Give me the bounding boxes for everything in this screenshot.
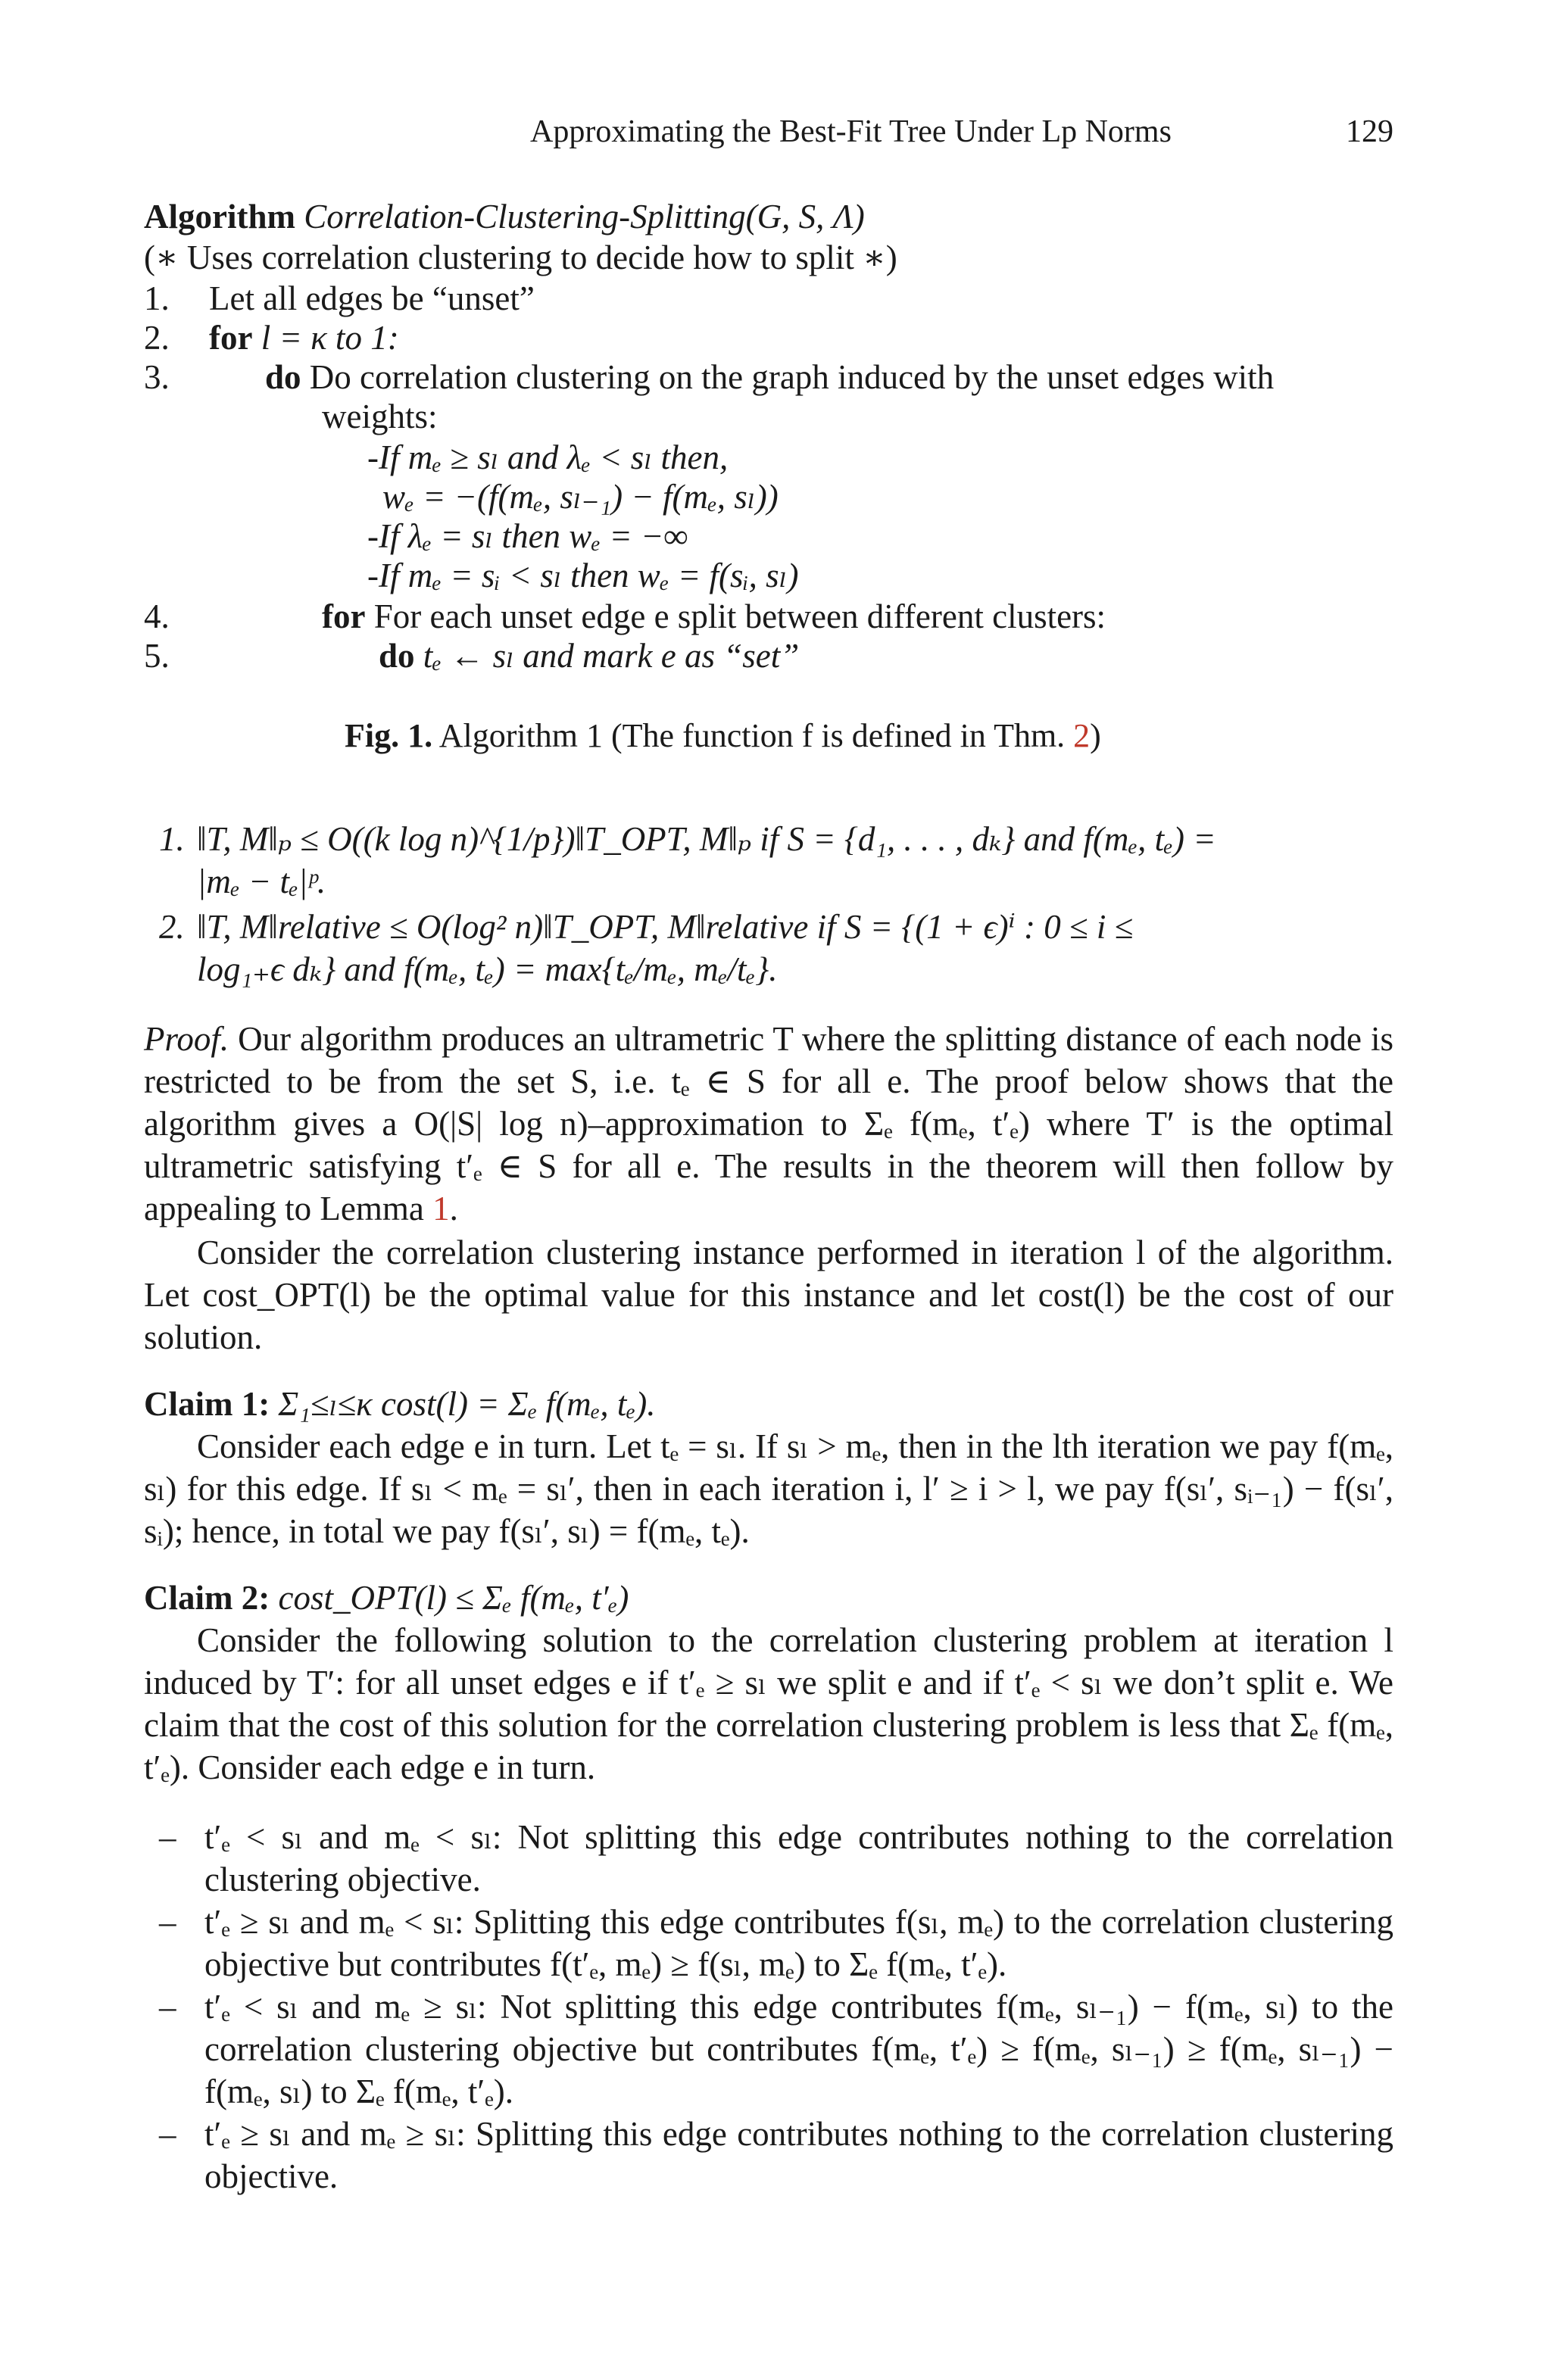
running-header [530,114,1393,150]
proof-p1-end: . [449,1190,458,1227]
algorithm-name: Correlation-Clustering-Splitting(G, S, Λ) [304,198,865,236]
algo-step-5-text: tₑ ← sₗ and mark e as “set” [423,637,800,675]
claim-2-statement: cost_OPT(l) ≤ Σₑ f(mₑ, t′ₑ) [278,1579,629,1617]
algo-weight-rule-1: -If mₑ ≥ sₗ and λₑ < sₗ then, [367,438,729,476]
algo-step-3-text: Do correlation clustering on the graph induced by the unset edges with [309,358,1275,396]
algo-step-1-text: Let all edges be “unset” [209,279,535,317]
algo-step-2-text: l = κ to 1: [261,319,399,357]
claim-1-label: Claim 1: [144,1385,270,1423]
algo-step-5-number: 5. [144,637,170,675]
algo-step-1 [144,277,170,320]
do-keyword: do [265,358,301,396]
proof-label: Proof. [144,1020,229,1058]
algo-step-4-text: For each unset edge e split between different clusters: [373,597,1106,635]
case-item [144,1901,1393,1985]
case-item [144,1985,1393,2113]
theorem-item-number: 1. [159,820,185,858]
algo-step-2 [209,317,399,359]
case-list [144,1816,1393,2198]
case-item-text: t′ₑ < sₗ and mₑ < sₗ: Not splitting this edge contributes nothing to the correlation clustering objective. [204,1818,1393,1898]
claim-1-body: Consider each edge e in turn. Let tₑ = sₗ. If sₗ > mₑ, then in the lth iteration we pay f(mₑ, sₗ) for this edge. If sₗ < mₑ = sₗ′, then in each iteration i, l′ ≥ i > l, we pay f(sₗ′, sᵢ₋₁) − f(sₗ′, sᵢ); hence, in total we pay f(sₗ′, sₗ) = f(mₑ, tₑ). [144,1427,1393,1550]
theorem-item-1 [144,818,1393,903]
theorem-item-2 [144,906,1393,990]
claim-2-body: Consider the following solution to the correlation clustering problem at iteration l induced by T′: for all unset edges e if t′ₑ ≥ sₗ we split e and if t′ₑ < sₗ we don’t split e. We claim that the cost of this solution for the correlation clustering problem is less that Σₑ f(mₑ, t′ₑ). Consider each edge e in turn. [144,1621,1393,1786]
theorem-item-number: 2. [159,908,185,946]
theorem-ref-link[interactable]: 2 [1073,717,1091,754]
bullet-dash: – [159,2115,176,2153]
algorithm-keyword: Algorithm [144,198,295,236]
algo-step-4-number: 4. [144,597,170,635]
proof-p1-text: Our algorithm produces an ultrametric T where the splitting distance of each node is restricted to be from the set S, i.e. tₑ ∈ S for all e. The proof below shows that the algorithm gives a O(|S| log n)–approximation to Σₑ f(mₑ, t′ₑ) where T′ is the optimal ultrametric satisfying t′ₑ ∈ S for all e. The results in the theorem will then follow by appealing to Lemma [144,1020,1394,1227]
algorithm-comment: (∗ Uses correlation clustering to decide how to split ∗) [144,239,897,276]
claim-1 [144,1383,1393,1552]
algo-weight-rule-1-formula: wₑ = −(f(mₑ, sₗ₋₁) − f(mₑ, sₗ)) [382,478,779,516]
bullet-dash: – [159,1988,176,2026]
claim-1-heading [144,1383,1393,1425]
claim-2-label: Claim 2: [144,1579,270,1617]
caption-close: ) [1090,717,1101,754]
algo-weight-rule-2: -If λₑ = sₗ then wₑ = −∞ [367,517,688,555]
for-keyword: for [322,597,366,635]
proof-paragraph-1 [144,1018,1393,1230]
algo-step-2-number: 2. [144,319,170,357]
claim-2 [144,1577,1393,1789]
claim-1-statement: Σ₁≤ₗ≤κ cost(l) = Σₑ f(mₑ, tₑ). [278,1385,656,1423]
algo-step-3-number: 3. [144,358,170,396]
algo-weight-rule-3: -If mₑ = sᵢ < sₗ then wₑ = f(sᵢ, sₗ) [367,557,799,594]
theorem-item-2-line1: ‖T, M‖relative ≤ O(log² n)‖T_OPT, M‖relative if S = {(1 + ϵ)ⁱ : 0 ≤ i ≤ [197,908,1134,946]
figure-caption-text: Algorithm 1 (The function f is defined in Thm. [438,717,1066,754]
algo-step-4 [322,595,1106,638]
algo-step-3 [265,356,1274,398]
theorem-item-2-line2: log₁₊ϵ dₖ} and f(mₑ, tₑ) = max{tₑ/mₑ, mₑ/tₑ}. [197,950,778,988]
figure-label: Fig. 1. [345,717,433,754]
theorem-item-1-line2: |mₑ − tₑ|ᵖ. [197,862,326,900]
case-item-text: t′ₑ ≥ sₗ and mₑ ≥ sₗ: Splitting this edge contributes nothing to the correlation clustering objective. [204,2115,1393,2195]
for-keyword: for [209,319,253,357]
proof-paragraph-2: Consider the correlation clustering instance performed in iteration l of the algorithm. Let cost_OPT(l) be the optimal value for this instance and let cost(l) be the cost of our solution. [144,1234,1393,1356]
case-item [144,1816,1393,1901]
lemma-ref-link[interactable]: 1 [432,1190,450,1227]
claim-2-heading [144,1577,1393,1619]
theorem-item-1-line1: ‖T, M‖ₚ ≤ O((k log n)^{1/p})‖T_OPT, M‖ₚ if S = {d₁, . . . , dₖ} and f(mₑ, tₑ) = [197,820,1216,858]
case-item-text: t′ₑ < sₗ and mₑ ≥ sₗ: Not splitting this edge contributes f(mₑ, sₗ₋₁) − f(mₑ, sₗ) to the correlation clustering objective but contributes f(mₑ, t′ₑ) ≥ f(mₑ, sₗ₋₁) ≥ f(mₑ, sₗ₋₁) − f(mₑ, sₗ) to Σₑ f(mₑ, t′ₑ). [204,1988,1393,2110]
step-number: 1. [144,279,170,317]
figure-caption [345,715,1101,757]
running-title: Approximating the Best-Fit Tree Under Lp Norms [530,114,1172,149]
bullet-dash: – [159,1903,176,1941]
algo-step-3-cont: weights: [322,398,438,435]
case-item [144,2113,1393,2198]
do-keyword: do [379,637,415,675]
case-item-text: t′ₑ ≥ sₗ and mₑ < sₗ: Splitting this edge contributes f(sₗ, mₑ) to the correlation clustering objective but contributes f(t′ₑ, mₑ) ≥ f(sₗ, mₑ) to Σₑ f(mₑ, t′ₑ). [204,1903,1393,1983]
algo-step-5 [379,635,799,677]
bullet-dash: – [159,1818,176,1856]
page-number: 129 [1346,114,1393,149]
algorithm-title [144,195,865,238]
